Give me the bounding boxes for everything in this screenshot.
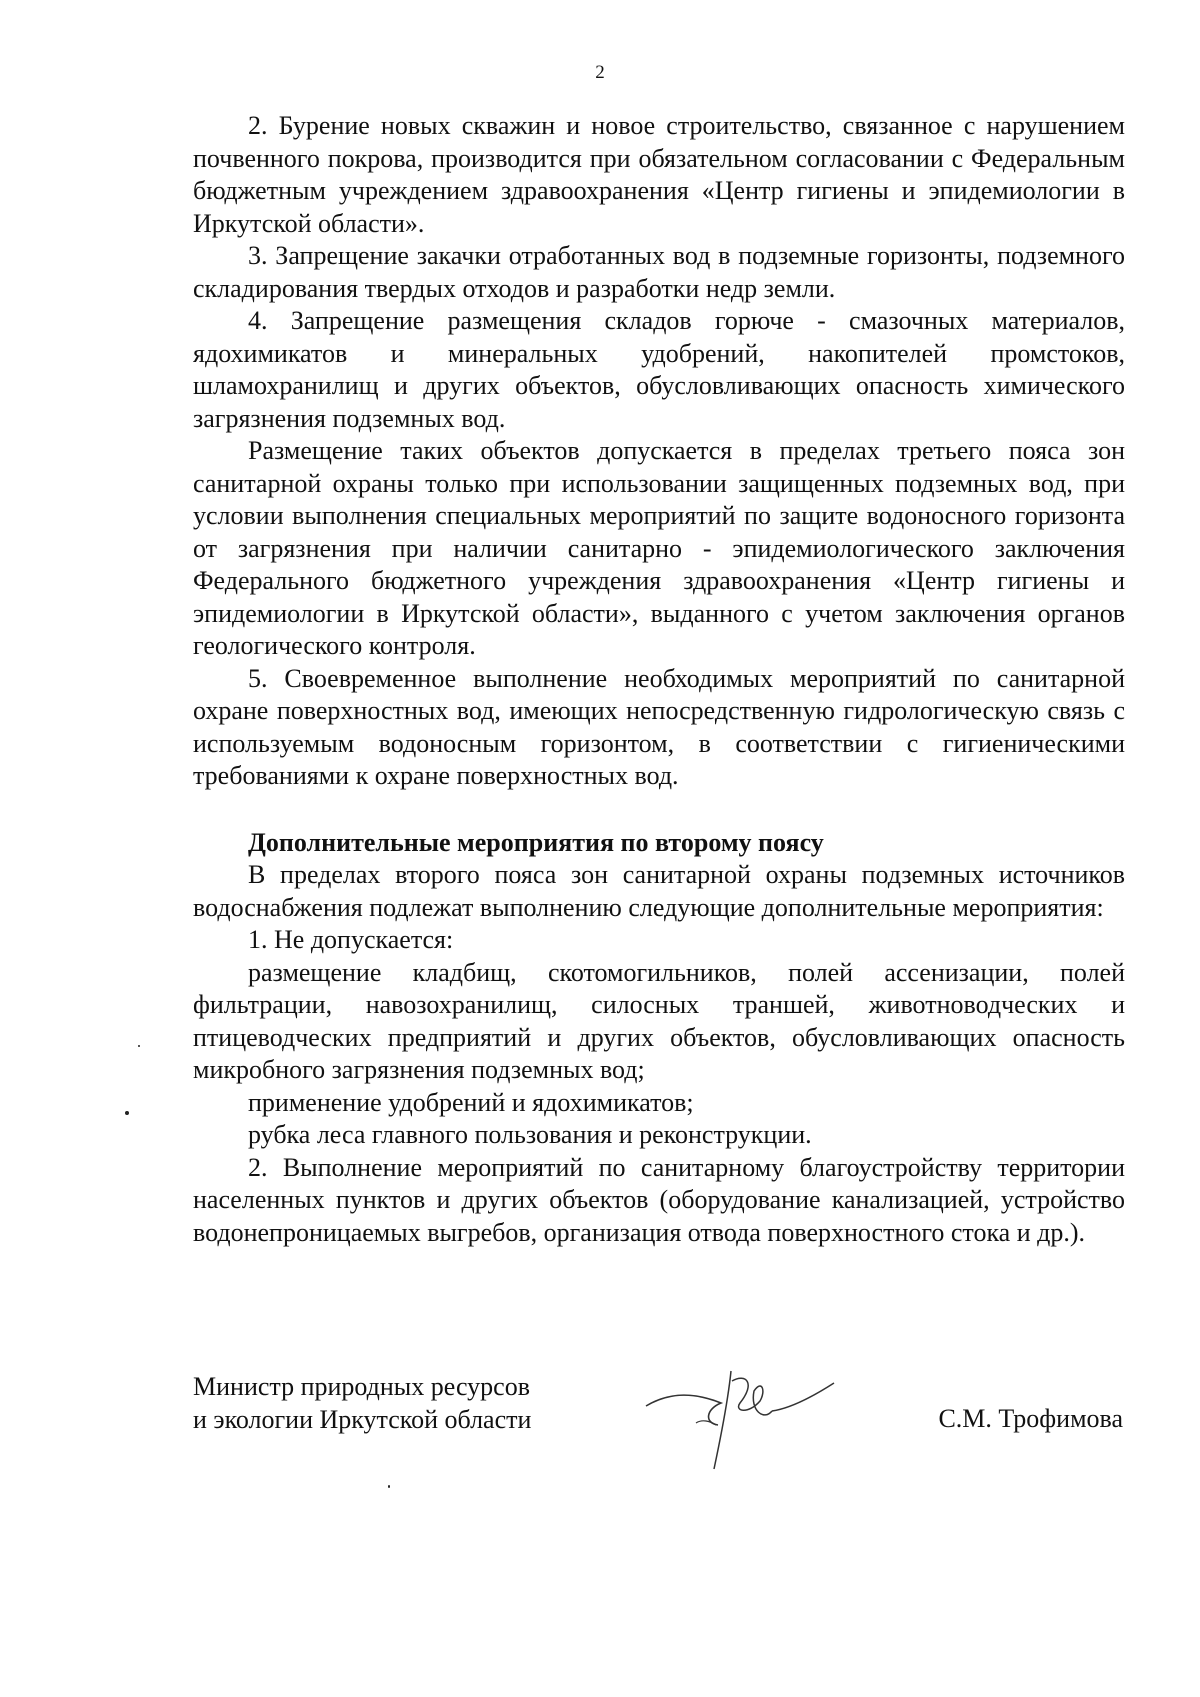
paragraph-item-3: 3. Запрещение закачки отработанных вод в подземные горизонты, подземного складирования твердых отходов и разработки недр земли. bbox=[193, 241, 1125, 303]
signatory-position-line-2: и экологии Иркутской области bbox=[193, 1404, 532, 1434]
section-intro: В пределах второго пояса зон санитарной охраны подземных источников водоснабжения подлежат выполнению следующие дополнительные мероприятия: bbox=[193, 860, 1125, 922]
signatory-position bbox=[193, 1371, 531, 1436]
document-body bbox=[193, 110, 1125, 1249]
scan-speck bbox=[125, 1111, 129, 1115]
paragraph-item-5: 5. Своевременное выполнение необходимых мероприятий по санитарной охране поверхностных вод, имеющих непосредственную гидрологическую связь с используемым водоносным горизонтом, в соответствии с гигиеническими требованиями к охране поверхностных вод. bbox=[193, 663, 1125, 790]
scan-speck bbox=[138, 1045, 140, 1047]
handwritten-signature bbox=[636, 1351, 846, 1481]
section-item-1-point: рубка леса главного пользования и реконструкции. bbox=[248, 1120, 812, 1149]
section-item-2: 2. Выполнение мероприятий по санитарному благоустройству территории населенных пунктов и других объектов (оборудование канализацией, устройство водонепроницаемых выгребов, организация отвода поверхностного стока и др.). bbox=[193, 1152, 1125, 1247]
section-item-1-title: 1. Не допускается: bbox=[248, 925, 454, 954]
scan-speck bbox=[388, 1485, 390, 1488]
paragraph-placement-conditions: Размещение таких объектов допускается в пределах третьего пояса зон санитарной охраны только при использовании защищенных подземных вод, при условии выполнения специальных мероприятий по защите водоносного горизонта от загрязнения при наличии санитарно - эпидемиологического заключения Федерального бюджетного учреждения здравоохранения «Центр гигиены и эпидемиологии в Иркутской области», выданного с учетом заключения органов геологического контроля. bbox=[193, 436, 1125, 660]
section-heading: Дополнительные мероприятия по второму поясу bbox=[248, 827, 824, 857]
paragraph-item-4: 4. Запрещение размещения складов горюче - смазочных материалов, ядохимикатов и минеральных удобрений, накопителей промстоков, шламохранилищ и других объектов, обусловливающих опасность химического загрязнения подземных вод. bbox=[193, 306, 1125, 433]
signatory-name: С.М. Трофимова bbox=[938, 1404, 1123, 1433]
section-spacer bbox=[193, 793, 1125, 827]
signature-block bbox=[0, 1371, 1200, 1491]
page-number: 2 bbox=[595, 62, 605, 83]
signatory-position-line-1: Министр природных ресурсов bbox=[193, 1372, 530, 1401]
paragraph-item-2: 2. Бурение новых скважин и новое строительство, связанное с нарушением почвенного покрова, производится при обязательном согласовании с Федеральным бюджетным учреждением здравоохранения «Центр гигиены и эпидемиологии в Иркутской области». bbox=[193, 111, 1125, 238]
section-item-1-point: размещение кладбищ, скотомогильников, полей ассенизации, полей фильтрации, навозохранилищ, силосных траншей, животноводческих и птицеводческих предприятий и других объектов, обусловливающих опасность микробного загрязнения подземных вод; bbox=[193, 957, 1125, 1084]
section-item-1-point: применение удобрений и ядохимикатов; bbox=[248, 1087, 694, 1117]
